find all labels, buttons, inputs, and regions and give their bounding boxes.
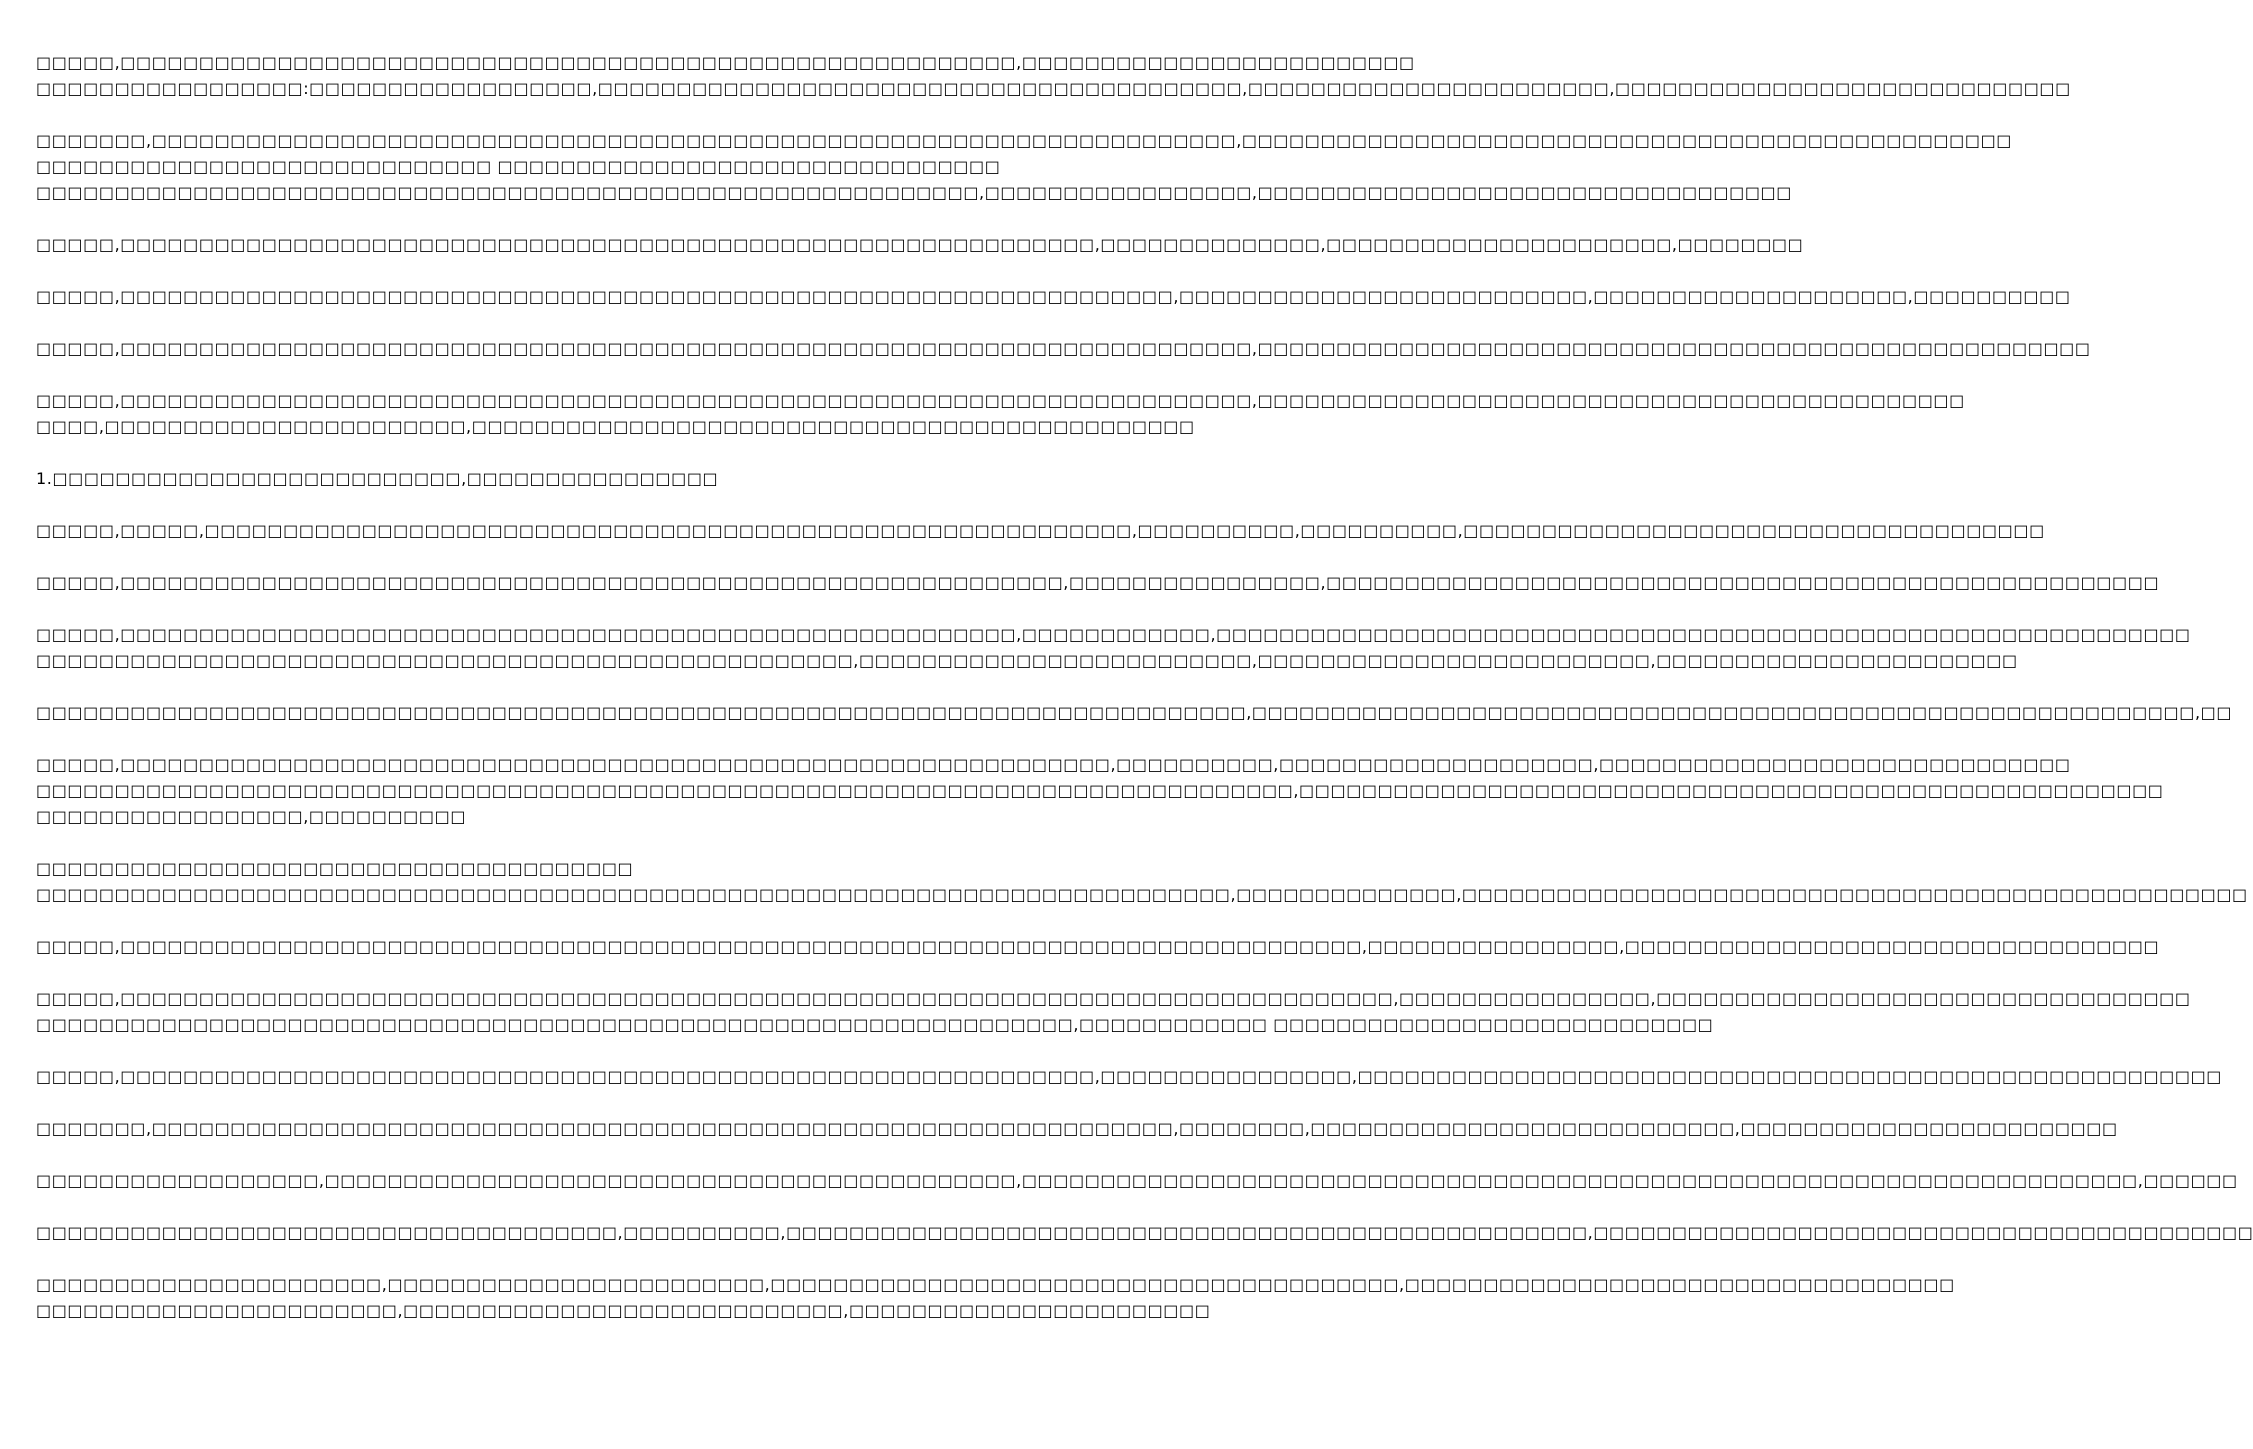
text-line: □□□□□,□□□□□□□□□□□□□□□□□□□□□□□□□□□□□□□□□□□□□□□□□□□□□□□□□□□□□□□□□,□□□□□□□□□□□□,□□□□□□□□□□□□□□□□□□□□□□□□□□□□□□□□□□□□□□□□□□□□□□□□□□□□□□□□□□□□□□	[36, 625, 2191, 644]
text-line: □□□□□□□□□□□□□□□□□□□□□□□□□□□□□□□□□□□□□□□□□□□□□□□□□□□□□□□□□□□□□□□□□□□□□□□□□□□□□,□□□□□□□□□□□□□□□□□□□□□□□□□□□□□□□□□□□□□□□□□□□□□□□□□□□□□□□□□□□□,□□	[36, 703, 2233, 722]
paragraph	[36, 50, 2071, 102]
text-line: □□□□□□□□□□□□□□□□□□□□□□□,□□□□□□□□□□□□□□□□□□□□□□□□□□□□,□□□□□□□□□□□□□□□□□□□□□□□	[36, 1301, 1211, 1320]
text-line: □□□□□□□□□□□□□□□□□□□□□□□□□□□□□□□□□□□□□□□□□□□□□□□□□□□□□□□□□□□□□□□□□□□□□□□□□□□□,□□□□□□□□□□□□□□,□□□□□□□□□□□□□□□□□□□□□□□□□□□□□□□□□□□□□□□□□□□□□□□□□□	[36, 885, 2248, 904]
paragraph	[36, 1168, 2238, 1194]
text-line: □□□□□□□□□□□□□□□□□□□□□□□□□□□□□□□□□□□□□□□□□□□□□□□□□□□□,□□□□□□□□□□□□□□□□□□□□□□□□□,□□□□□□□□□□□□□□□□□□□□□□□□□,□□□□□□□□□□□□□□□□□□□□□□□	[36, 651, 2018, 670]
text-line: □□□□□,□□□□□□□□□□□□□□□□□□□□□□□□□□□□□□□□□□□□□□□□□□□□□□□□□□□□□□□□□□□□□□□□□□□□□□□□,□□□□□□□□□□□□□□□□□□□□□□□□□□□□□□□□□□□□□□□□□□□□□□□□□□□□□	[36, 339, 2091, 358]
text-line: □□□□□□□,□□□□□□□□□□□□□□□□□□□□□□□□□□□□□□□□□□□□□□□□□□□□□□□□□□□□□□□□□□□□□□□□□□□□□,□□□□□□□□□□□□□□□□□□□□□□□□□□□□□□□□□□□□□□□□□□□□□□□□□	[36, 131, 2013, 150]
text-line: □□□□□,□□□□□□□□□□□□□□□□□□□□□□□□□□□□□□□□□□□□□□□□□□□□□□□□□□□□□□□□□□□□□□□□□□□□□□□□□□□□□□□,□□□□□□□□□□□□□□□□,□□□□□□□□□□□□□□□□□□□□□□□□□□□□□□□□□□	[36, 937, 2160, 956]
paragraph	[36, 622, 2191, 674]
paragraph	[36, 466, 989, 492]
paragraph	[36, 128, 2013, 206]
text-line: □□□□□,□□□□□□□□□□□□□□□□□□□□□□□□□□□□□□□□□□□□□□□□□□□□□□□□□□□□□□□□□□□□□□□,□□□□□□□□□□,□□□□□□□□□□□□□□□□□□□□,□□□□□□□□□□□□□□□□□□□□□□□□□□□□□□	[36, 755, 2071, 774]
text-line: □□□□□□□□□□□□□□□□□□□□□□□□□□□□□□□□□□□□□□□□□□□□□□□□□□□□□□□□□□□□□□□□□□□□□□□□□□□□□□□□,□□□□□□□□□□□□□□□□□□□□□□□□□□□□□□□□□□□□□□□□□□□□□□□□□□□□□□□	[36, 781, 2164, 800]
paragraph	[36, 700, 2233, 726]
paragraph	[36, 752, 2164, 830]
paragraph	[36, 570, 2160, 596]
document-body	[36, 50, 2253, 1350]
text-line: □□□□□□□□□□□□□□□□□:□□□□□□□□□□□□□□□□□□,□□□□□□□□□□□□□□□□□□□□□□□□□□□□□□□□□□□□□□□□□,□□□□□□□□□□□□□□□□□□□□□□□,□□□□□□□□□□□□□□□□□□□□□□□□□□□□□	[36, 79, 2071, 98]
text-line: □□□□□,□□□□□□□□□□□□□□□□□□□□□□□□□□□□□□□□□□□□□□□□□□□□□□□□□□□□□□□□□□□□□□,□□□□□□□□□□□□□□□□,□□□□□□□□□□□□□□□□□□□□□□□□□□□□□□□□□□□□□□□□□□□□□□□□□□□□□□□	[36, 1067, 2223, 1086]
text-line: □□□□□□□□□□□□□□□□□□□□□□,□□□□□□□□□□□□□□□□□□□□□□□□,□□□□□□□□□□□□□□□□□□□□□□□□□□□□□□□□□□□□□□□□,□□□□□□□□□□□□□□□□□□□□□□□□□□□□□□□□□□□	[36, 1275, 1955, 1294]
paragraph	[36, 232, 1804, 258]
text-line: □□□□□,□□□□□□□□□□□□□□□□□□□□□□□□□□□□□□□□□□□□□□□□□□□□□□□□□□□□□□□□□,□□□□□□□□□□□□□□□□□□□□□□□□□	[36, 53, 1415, 72]
text-line: □□□□□,□□□□□□□□□□□□□□□□□□□□□□□□□□□□□□□□□□□□□□□□□□□□□□□□□□□□□□□□□□□□□□□□□□□□□□□□,□□□□□□□□□□□□□□□□□□□□□□□□□□□□□□□□□□□□□□□□□□□□□	[36, 391, 1965, 410]
text-line: □□□□□,□□□□□□□□□□□□□□□□□□□□□□□□□□□□□□□□□□□□□□□□□□□□□□□□□□□□□□□□□□□□,□□□□□□□□□□□□□□□□,□□□□□□□□□□□□□□□□□□□□□□□□□□□□□□□□□□□□□□□□□□□□□□□□□□□□□	[36, 573, 2160, 592]
text-line: □□□□□□□□□□□□□□□□□□□□□□□□□□□□□□□□□□□□□□	[36, 859, 634, 878]
paragraph	[36, 518, 2045, 544]
paragraph	[36, 336, 2091, 362]
paragraph	[36, 856, 2248, 908]
text-line: □□□□□□□□□□□□□□□□□□,□□□□□□□□□□□□□□□□□□□□□□□□□□□□□□□□□□□□□□□□□□□□,□□□□□□□□□□□□□□□□□□□□□□□□□□□□□□□□□□□□□□□□□□□□□□□□□□□□□□□□□□□□□□□□□□□□□□□,□□□□□□	[36, 1171, 2238, 1190]
text-line: □□□□,□□□□□□□□□□□□□□□□□□□□□□□,□□□□□□□□□□□□□□□□□□□□□□□□□□□□□□□□□□□□□□□□□□□□□□	[36, 417, 1195, 436]
text-line: □□□□□,□□□□□□□□□□□□□□□□□□□□□□□□□□□□□□□□□□□□□□□□□□□□□□□□□□□□□□□□□□□□□□□□□□□□□□□□□□□□□□□□□,□□□□□□□□□□□□□□□□,□□□□□□□□□□□□□□□□□□□□□□□□□□□□□□□□□□	[36, 989, 2191, 1008]
text-line: □□□□□,□□□□□□□□□□□□□□□□□□□□□□□□□□□□□□□□□□□□□□□□□□□□□□□□□□□□□□□□□□□□□□,□□□□□□□□□□□□□□,□□□□□□□□□□□□□□□□□□□□□□,□□□□□□□□	[36, 235, 1804, 254]
paragraph	[36, 1116, 2118, 1142]
text-line: □□□□□,□□□□□□□□□□□□□□□□□□□□□□□□□□□□□□□□□□□□□□□□□□□□□□□□□□□□□□□□□□□□□□□□□□□,□□□□□□□□□□□□□□□□□□□□□□□□□□,□□□□□□□□□□□□□□□□□□□□,□□□□□□□□□□	[36, 287, 2071, 306]
text-line: □□□□□,□□□□□,□□□□□□□□□□□□□□□□□□□□□□□□□□□□□□□□□□□□□□□□□□□□□□□□□□□□□□□□□□□,□□□□□□□□□□,□□□□□□□□□□,□□□□□□□□□□□□□□□□□□□□□□□□□□□□□□□□□□□□□	[36, 521, 2045, 540]
paragraph	[36, 1272, 1955, 1324]
paragraph	[36, 934, 2160, 960]
text-line: □□□□□□□□□□□□□□□□□□□□□□□□□□□□□ □□□□□□□□□□□□□□□□□□□□□□□□□□□□□□□□	[36, 157, 1001, 176]
text-line: □□□□□□□□□□□□□□□□□□□□□□□□□□□□□□□□□□□□□□□□□□□□□□□□□□□□□□□□□□□□,□□□□□□□□□□□□□□□□□,□□□□□□□□□□□□□□□□□□□□□□□□□□□□□□□□□□	[36, 183, 1792, 202]
paragraph	[36, 1064, 2223, 1090]
text-line: 1.□□□□□□□□□□□□□□□□□□□□□□□□□□,□□□□□□□□□□□□□□□□	[36, 469, 719, 488]
paragraph	[36, 986, 2191, 1038]
text-line: □□□□□□□,□□□□□□□□□□□□□□□□□□□□□□□□□□□□□□□□□□□□□□□□□□□□□□□□□□□□□□□□□□□□□□□□□,□□□□□□□□,□□□□□□□□□□□□□□□□□□□□□□□□□□□,□□□□□□□□□□□□□□□□□□□□□□□□	[36, 1119, 2118, 1138]
paragraph	[36, 284, 2071, 310]
text-line: □□□□□□□□□□□□□□□□□,□□□□□□□□□□	[36, 807, 467, 826]
paragraph	[36, 1220, 2253, 1246]
paragraph	[36, 388, 1965, 440]
text-line: □□□□□□□□□□□□□□□□□□□□□□□□□□□□□□□□□□□□□□□□□□□□□□□□□□□□□□□□□□□□□□□□□□,□□□□□□□□□□□□ □□□□□□□□□□□□□□□□□□□□□□□□□□□□	[36, 1015, 1714, 1034]
text-line: □□□□□□□□□□□□□□□□□□□□□□□□□□□□□□□□□□□□□,□□□□□□□□□□,□□□□□□□□□□□□□□□□□□□□□□□□□□□□□□□□□□□□□□□□□□□□□□□□□□□,□□□□□□□□□□□□□□□□□□□□□□□□□□□□□□□□□□□□□□□□□□	[36, 1223, 2253, 1242]
